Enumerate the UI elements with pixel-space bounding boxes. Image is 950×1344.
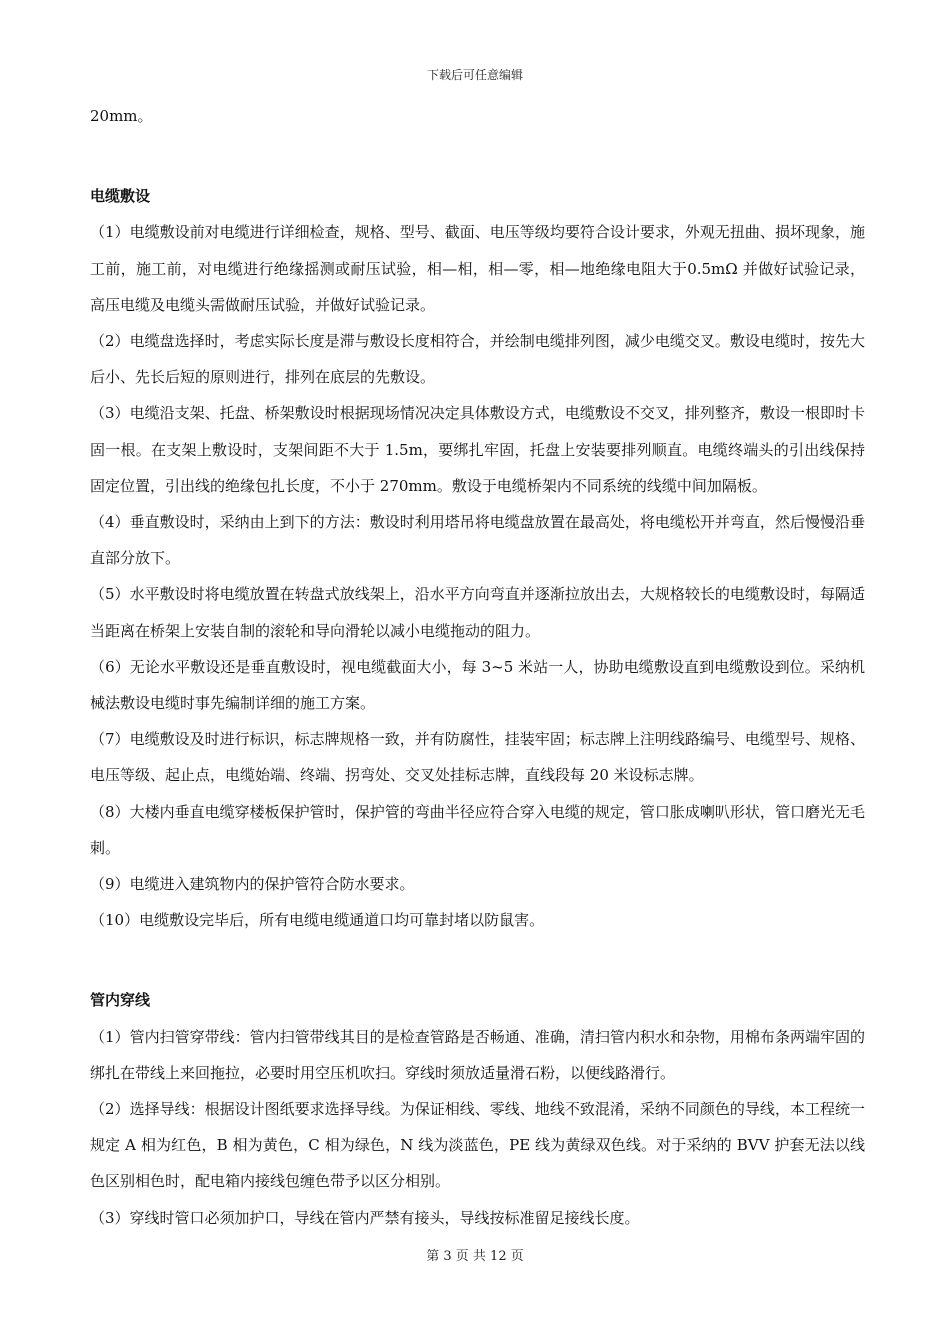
paragraph: （1）管内扫管穿带线：管内扫管带线其目的是检查管路是否畅通、准确，清扫管内积水和杂物，用棉布条两端牢固的绑扎在带线上来回拖拉，必要时用空压机吹扫。穿线时须放适量滑石粉，以便线路滑行。 <box>90 1027 865 1082</box>
page-footer: 第 3 页 共 12 页 <box>426 1249 524 1264</box>
section-heading-cable-laying: 电缆敷设 <box>90 187 151 206</box>
spacer <box>90 134 865 178</box>
paragraph: （9）电缆进入建筑物内的保护管符合防水要求。 <box>90 875 415 894</box>
paragraph: （1）电缆敷设前对电缆进行详细检查，规格、型号、截面、电压等级均要符合设计要求，外观无扭曲、损坏现象，施工前，施工前，对电缆进行绝缘摇测或耐压试验，相—相，相—零，相—地绝缘电阻大于0.5mΩ 并做好试验记录，高压电缆及电缆头需做耐压试验，并做好试验记录。 <box>90 223 865 314</box>
document-body <box>90 98 865 1236</box>
paragraph: （10）电缆敷设完毕后，所有电缆电缆通道口均可靠封堵以防鼠害。 <box>90 911 545 930</box>
section-heading-wire-threading: 管内穿线 <box>90 991 151 1010</box>
paragraph: （4）垂直敷设时，采纳由上到下的方法：敷设时利用塔吊将电缆盘放置在最高处，将电缆松开并弯直，然后慢慢沿垂直部分放下。 <box>90 513 865 568</box>
paragraph: （3）电缆沿支架、托盘、桥架敷设时根据现场情况决定具体敷设方式，电缆敷设不交叉，排列整齐，敷设一根即时卡固一根。在支架上敷设时，支架间距不大于 1.5m，要绑扎牢固，托盘上安装要排列顺直。电缆终端头的引出线保持固定位置，引出线的绝缘包扎长度，不小于 270mm。敷设于电缆桥架内不同系统的线缆中间加隔板。 <box>90 404 865 495</box>
paragraph: （2）选择导线：根据设计图纸要求选择导线。为保证相线、零线、地线不致混淆，采纳不同颜色的导线，本工程统一规定 A 相为红色，B 相为黄色，C 相为绿色，N 线为淡蓝色，PE 线为黄绿双色线。对于采纳的 BVV 护套无法以线色区别相色时，配电箱内接线包缠色带予以区分相别。 <box>90 1100 865 1191</box>
paragraph: （8）大楼内垂直电缆穿楼板保护管时，保护管的弯曲半径应符合穿入电缆的规定，管口胀成喇叭形状，管口磨光无毛刺。 <box>90 802 865 857</box>
paragraph: （7）电缆敷设及时进行标识，标志牌规格一致，并有防腐性，挂装牢固；标志牌上注明线路编号、电缆型号、规格、电压等级、起止点，电缆始端、终端、拐弯处、交叉处挂标志牌，直线段每 20 米设标志牌。 <box>90 730 865 785</box>
paragraph: （6）无论水平敷设还是垂直敷设时，视电缆截面大小，每 3~5 米站一人，协助电缆敷设直到电缆敷设到位。采纳机械法敷设电缆时事先编制详细的施工方案。 <box>90 657 865 713</box>
paragraph: （2）电缆盘选择时，考虑实际长度是滞与敷设长度相符合，并绘制电缆排列图，减少电缆交叉。敷设电缆时，按先大后小、先长后短的原则进行，排列在底层的先敷设。 <box>90 332 865 387</box>
page-header: 下载后可任意编辑 <box>426 68 523 82</box>
intro-text: 20mm。 <box>90 107 153 125</box>
paragraph: （5）水平敷设时将电缆放置在转盘式放线架上，沿水平方向弯直并逐渐拉放出去，大规格较长的电缆敷设时，每隔适当距离在桥架上安装自制的滚轮和导向滑轮以减小电缆拖动的阻力。 <box>90 585 865 640</box>
spacer <box>90 938 865 982</box>
paragraph: （3）穿线时管口必须加护口，导线在管内严禁有接头，导线按标准留足接线长度。 <box>90 1208 640 1227</box>
